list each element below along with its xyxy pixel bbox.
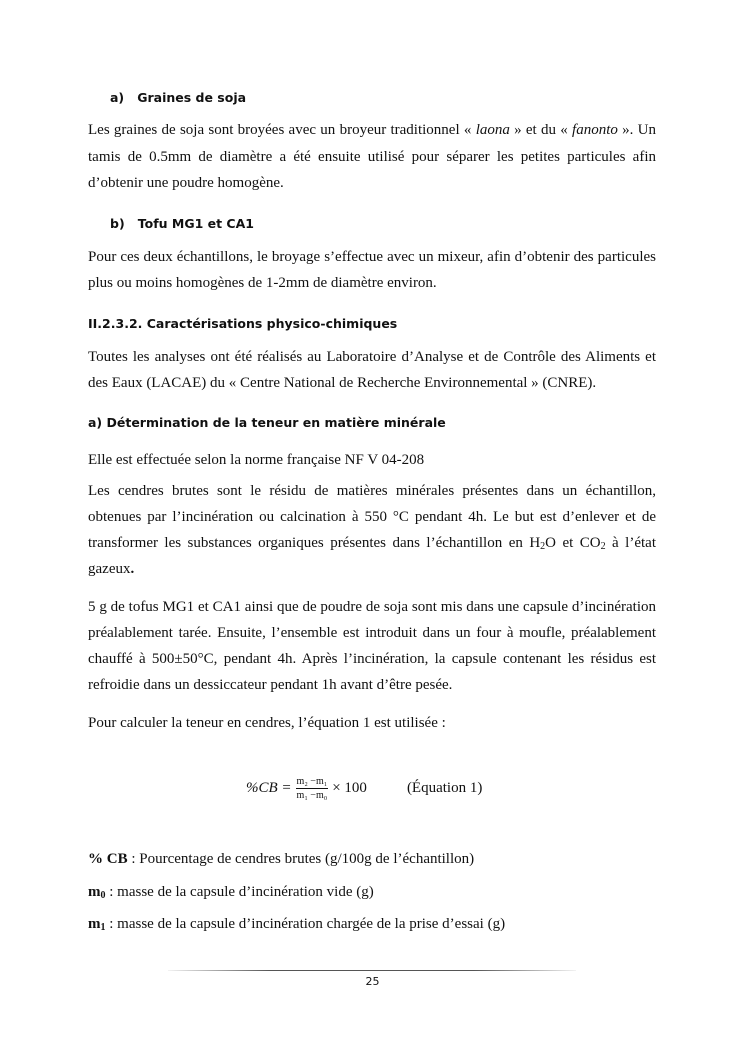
equation-1 [246,776,482,801]
definition-m1: $m_1$ : masse de la capsule d’incinération chargée de la prise d’essai (g) [88,916,506,933]
paragraph-line: plus ou moins homogènes de 1-2mm de diamètre environ. [88,275,437,291]
paragraph-line: refroidie dans un dessiccateur pendant 1h avant d’être pesée. [88,677,453,693]
page-number: 25 [365,975,380,988]
paragraph-line: chauffé à 500±50°C, pendant 4h. Après l’incinération, la capsule contenant les résidus est [88,651,656,667]
footer-divider [168,970,576,971]
paragraph-line: Elle est effectuée selon la norme française NF V 04-208 [88,452,425,468]
paragraph-line: transformer les substances organiques présentes dans l’échantillon en $H_2O$ et $CO_2$ à l’état [88,535,656,552]
paragraph-line: Les cendres brutes sont le résidu de matières minérales présentes dans un échantillon, [88,483,656,499]
subsection-heading: a) Détermination de la teneur en matière minérale [88,415,446,430]
subheading-label: a) [110,90,125,105]
paragraph-line: d’obtenir une poudre homogène. [88,175,284,191]
paragraph-line: tamis de 0.5mm de diamètre a été ensuite utilisé pour séparer les petites particules afin [88,149,656,165]
equation-denominator: m₁ −m₀ [296,790,328,801]
equation-label: (Équation 1) [406,780,483,796]
equation-numerator: m₂ −m₁ [296,776,328,787]
definition-m0: $m_0$ : masse de la capsule d’incinération vide (g) [88,884,374,901]
definition-cb: % CB : Pourcentage de cendres brutes (g/100g de l’échantillon) [88,851,475,867]
subheading-tofu [110,216,254,231]
paragraph-line: Pour ces deux échantillons, le broyage s’effectue avec un mixeur, afin d’obtenir des particules [88,249,656,265]
paragraph-line: préalablement tarée. Ensuite, l’ensemble est introduit dans un four à moufle, préalablement [88,625,656,641]
paragraph-line: Les graines de soja sont broyées avec un broyeur traditionnel « laona » et du « fanonto ». Un [88,122,656,138]
paragraph-line: 5 g de tofus MG1 et CA1 ainsi que de poudre de soja sont mis dans une capsule d’incinération [88,599,656,615]
section-heading: II.2.3.2. Caractérisations physico-chimiques [88,316,398,331]
equation-rhs: × 100 [332,780,367,796]
subheading-title: Tofu MG1 et CA1 [137,216,254,231]
paragraph-line: gazeux. [88,561,135,577]
paragraph-line: obtenues par l’incinération ou calcination à 550 °C pendant 4h. Le but est d’enlever et de [88,509,656,525]
paragraph-line: Toutes les analyses ont été réalisés au Laboratoire d’Analyse et de Contrôle des Aliments et [88,349,656,365]
paragraph-line: Pour calculer la teneur en cendres, l’équation 1 est utilisée : [88,715,446,731]
equation-lhs: %CB = [246,780,292,796]
paragraph-line: des Eaux (LACAE) du « Centre National de Recherche Environnemental » (CNRE). [88,375,597,391]
equation-fraction [296,776,329,801]
subheading-graines-de-soja [110,90,246,105]
subheading-label: b) [110,216,125,231]
subheading-title: Graines de soja [137,90,247,105]
